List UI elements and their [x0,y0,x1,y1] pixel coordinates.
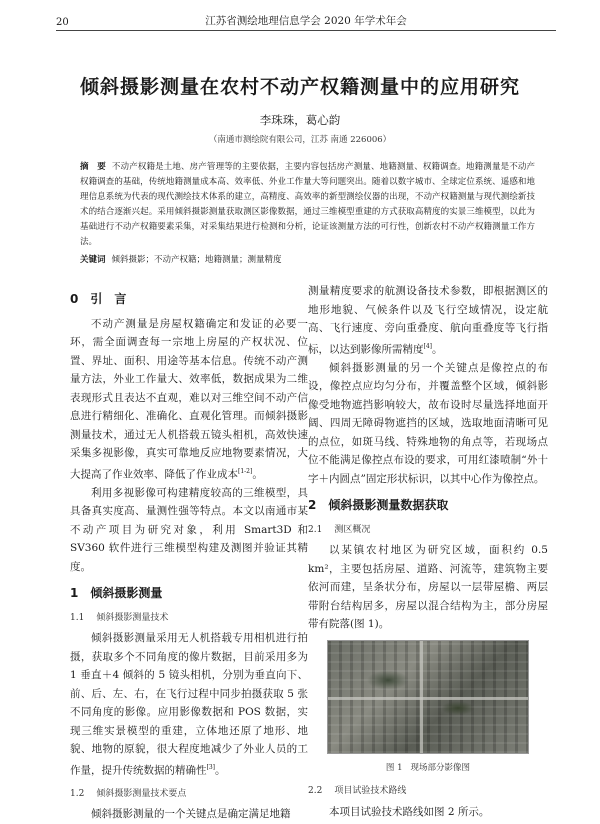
header-spacer [516,28,556,30]
affiliation: （南通市测绘院有限公司，江苏 南通 226006） [208,135,392,145]
abstract-text: 不动产权籍是土地、房产管理等的主要依据，主要内容包括房产测量、地籍测量、权籍调查。地籍测量是不动产权籍调查的基础，传统地籍测量成本高、效率低、外业工作量大等问题突出。随着以数字城市、全球定位系统、遥感和地理信息系统为代表的现代测绘技术体系的建立，高精度、高效率的新型测绘仪器的出现，不动产权籍测量与现代测绘新技术的结合逐渐兴起。采用倾斜摄影测量获取测区影像数据，通过三维模型重建的方式获取高精度的实景三维模型，以此为基础进行不动产权籍要素采集，对采集结果进行检测和分析，论证该测量方法的可行性，创新农村不动产权籍测量工作方法。 [80,162,535,247]
intro-paragraph-1: 不动产测量是房屋权籍确定和发证的必要一环，需全面调查每一宗地上房屋的产权状况、位置、界址、面积、用途等基本信息。传统不动产测量方法，外业工作量大、效率低，数据成果为二维表现形式且表达不直观，难以对三维空间不动产信息进行精细化、准确化、直观化管理。而倾斜摄影测量技术，通过无人机搭载五镜头相机，高效快速采集多视影像，真实可靠地反应地物要素情况，大大提高了作业效率、降低了作业成本[1-2]。 [70,317,308,480]
subsection-title-text: 倾斜摄影测量技术要点 [96,788,187,799]
intro-paragraph-2: 利用多视影像可构建精度较高的三维模型，具具备真实度高、量测性强等特点。本文以南通市某不动产项目为研究对象，利用 Smart3D 和 SV360 软件进行三维模型构建及测图并验证其精度。 [70,486,308,573]
citation: [4] [423,342,432,350]
subsection-2-2-paragraph: 本项目试验技术路线如图 2 所示。 [329,805,490,818]
paper-title: 倾斜摄影测量在农村不动产权籍测量中的应用研究 [79,76,520,98]
subsection-title-text: 测区概况 [334,524,371,535]
figure-1-caption [308,759,548,778]
keywords [80,253,535,265]
cont-text: 测量精度要求的航测设备技术参数，即根据测区的地形地貌、气候条件以及飞行空域情况，设定航高、飞行速度、旁向重叠度、航向重叠度等飞行指标，以达到影像所需精度 [308,285,548,355]
section-1-title: 1 倾斜摄影测量 [70,586,163,600]
subsection-title-text: 倾斜摄影测量技术 [96,612,169,623]
keywords-text: 倾斜摄影；不动产权籍；地籍测量；测量精度 [111,255,282,265]
keywords-label: 关键词 [80,255,106,265]
subsection-2-1-paragraph: 以某镇农村地区为研究区域，面积约 0.5 km²，主要包括房屋、道路、河流等，建筑物主要依河而建，呈条状分布，房屋以一层带屋檐、两层带附台结构居多，房屋以混合结构为主，部分房屋带有院落(图 1)。 [308,544,548,630]
intro-p1-text: 不动产测量是房屋权籍确定和发证的必要一环，需全面调查每一宗地上房屋的产权状况、位置、界址、面积、用途等基本信息。传统不动产测量方法，外业工作量大、效率低，数据成果为二维表现形式且表达不直观，难以对三维空间不动产信息进行精细化、准确化、直观化管理。而倾斜摄影测量技术，通过无人机搭载五镜头相机，高效快速采集多视影像，真实可靠地反应地物要素情况，大大提高了作业效率、降低了作业成本 [70,317,308,480]
section-introduction-title: 0 引 言 [70,292,127,306]
figure-caption-text: 现场部分影像图 [410,762,471,773]
subsection-1-2-paragraph: 倾斜摄影测量的一个关键点是确定满足地籍 [91,808,291,820]
page-number: 20 [56,17,69,28]
page-header [56,12,556,31]
authors: 李珠珠，葛心韵 [259,113,341,127]
subsection-2-2-title [308,782,548,801]
aerial-image [327,640,529,754]
subsection-number: 1.2 [70,788,85,799]
road-line [420,641,423,753]
left-column [70,282,308,824]
subsection-number: 2.2 [308,786,323,796]
subsection-1-1-title [70,609,308,628]
citation: [1-2] [238,467,253,475]
figure-1 [308,640,548,778]
subsection-title-text: 项目试验技术路线 [334,786,407,796]
section-2-title: 2 倾斜摄影测量数据获取 [308,498,449,512]
abstract-label: 摘 要 [80,162,106,172]
running-head: 江苏省测绘地理信息学会 2020 年学术年会 [205,15,407,27]
subsection-number: 1.1 [70,612,85,623]
continued-paragraph: 测量精度要求的航测设备技术参数，即根据测区的地形地貌、气候条件以及飞行空域情况，设定航高、飞行速度、旁向重叠度、航向重叠度等飞行指标，以达到影像所需精度[4]。 [308,285,548,355]
citation: [3] [206,763,215,771]
right-column [308,282,548,821]
subsection-2-1-title [308,521,548,540]
sub11-text: 倾斜摄影测量采用无人机搭载专用相机进行拍摄，获取多个不同角度的像片数据，目前采用多为 1 垂直＋4 倾斜的 5 镜头相机，分别为垂直向下、前、后、左、右，在飞行过程中同步拍摄获取 5 张不同角度的影像。应用影像数据和 POS 数据，实现三维实景模型的重建，立体地还原了地形、地貌、地物的原貌，很大程度地减少了外业人员的工作量，提升传统数据的精确性 [70,632,308,776]
subsection-number: 2.1 [308,524,323,535]
road-line [328,697,528,700]
subsection-1-2-title [70,785,308,804]
abstract [80,160,535,250]
figure-number: 图 1 [385,762,403,773]
control-point-paragraph: 倾斜摄影测量的另一个关键点是像控点的布设，像控点应均匀分布，并覆盖整个区域，倾斜影像受地物遮挡影响较大，故布设时尽量选择地面开阔、四周无障碍物遮挡的区域，选取地面清晰可见的点位，如斑马线、特殊地物的角点等，若现场点位不能满足像控点布设的要求，可用红漆喷制“外十字＋内圆点”固定形状标识，以其中心作为像控点。 [308,361,548,485]
subsection-1-1-paragraph: 倾斜摄影测量采用无人机搭载专用相机进行拍摄，获取多个不同角度的像片数据，目前采用多为 1 垂直＋4 倾斜的 5 镜头相机，分别为垂直向下、前、后、左、右，在飞行过程中同步拍摄获取 5 张不同角度的影像。应用影像数据和 POS 数据，实现三维实景模型的重建，立体地还原了地形、地貌、地物的原貌，很大程度地减少了外业人员的工作量，提升传统数据的精确性[3]。 [70,632,308,776]
